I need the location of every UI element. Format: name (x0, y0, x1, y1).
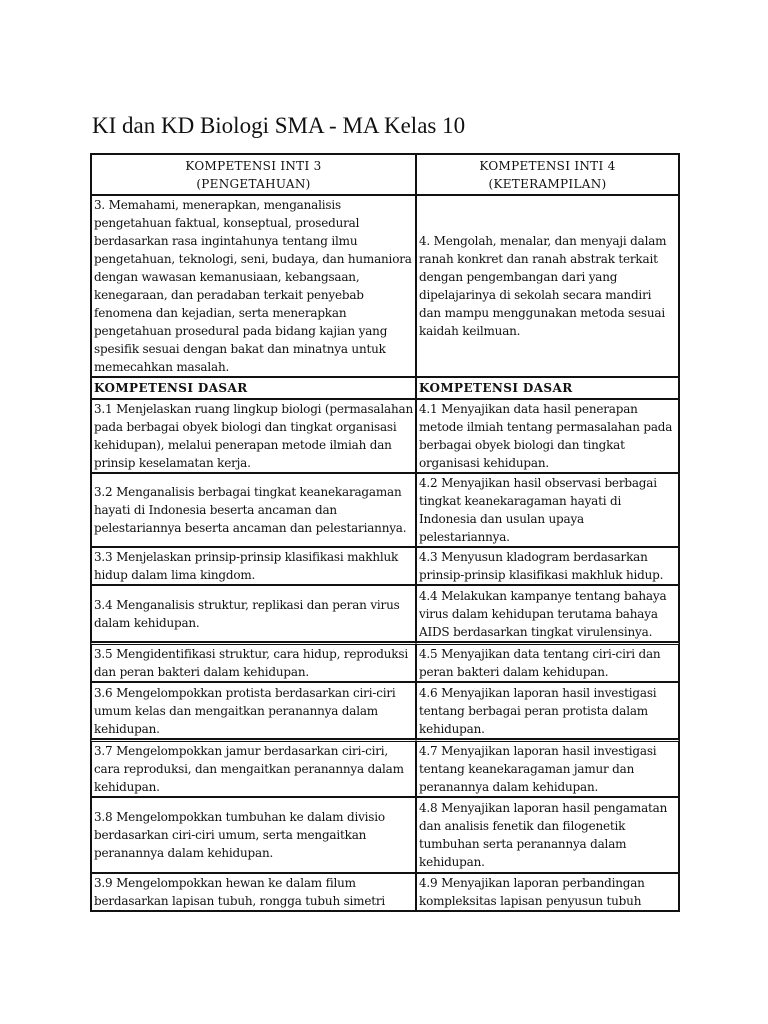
ki4-header-line1: KOMPETENSI INTI 4 (479, 158, 616, 173)
ki4-header (416, 154, 679, 195)
kd4-header: KOMPETENSI DASAR (416, 377, 679, 399)
ki3-text: 3. Memahami, menerapkan, menganalisis pengetahuan faktual, konseptual, prosedural berdasarkan rasa ingintahunya tentang ilmu pengetahuan, teknologi, seni, budaya, dan humaniora dengan wawasan kemanusiaan, kebangsaan, kenegaraan, dan peradaban terkait penyebab fenomena dan kejadian, serta menerapkan pengetahuan prosedural pada bidang kajian yang spesifik sesuai dengan bakat dan minatnya untuk memecahkan masalah. (91, 195, 416, 377)
kd-row (91, 682, 679, 739)
kd-row (91, 473, 679, 547)
kd4-cell: 4.5 Menyajikan data tentang ciri-ciri dan peran bakteri dalam kehidupan. (416, 642, 679, 682)
ki3-header (91, 154, 416, 195)
ki-text-row (91, 195, 679, 377)
kd4-cell: 4.3 Menyusun kladogram berdasarkan prinsip-prinsip klasifikasi makhluk hidup. (416, 547, 679, 585)
kd3-cell: 3.8 Mengelompokkan tumbuhan ke dalam divisio berdasarkan ciri-ciri umum, serta mengaitkan peranannya dalam kehidupan. (91, 797, 416, 873)
kd4-cell: 4.1 Menyajikan data hasil penerapan metode ilmiah tentang permasalahan pada berbagai obyek biologi dan tingkat organisasi kehidupan. (416, 399, 679, 473)
kd3-cell: 3.4 Menganalisis struktur, replikasi dan peran virus dalam kehidupan. (91, 585, 416, 642)
kd4-cell: 4.7 Menyajikan laporan hasil investigasi tentang keanekaragaman jamur dan peranannya dalam kehidupan. (416, 739, 679, 797)
kd4-cell: 4.9 Menyajikan laporan perbandingan kompleksitas lapisan penyusun tubuh (416, 873, 679, 911)
kd4-cell: 4.2 Menyajikan hasil observasi berbagai tingkat keanekaragaman hayati di Indonesia dan usulan upaya pelestariannya. (416, 473, 679, 547)
kd3-cell: 3.2 Menganalisis berbagai tingkat keanekaragaman hayati di Indonesia beserta ancaman dan pelestariannya beserta ancaman dan pelestariannya. (91, 473, 416, 547)
kd4-cell: 4.4 Melakukan kampanye tentang bahaya virus dalam kehidupan terutama bahaya AIDS berdasarkan tingkat virulensinya. (416, 585, 679, 642)
kd-header-row (91, 377, 679, 399)
ki3-header-line1: KOMPETENSI INTI 3 (185, 158, 322, 173)
kd3-cell: 3.1 Menjelaskan ruang lingkup biologi (permasalahan pada berbagai obyek biologi dan tingkat organisasi kehidupan), melalui penerapan metode ilmiah dan prinsip keselamatan kerja. (91, 399, 416, 473)
kd4-cell: 4.6 Menyajikan laporan hasil investigasi tentang berbagai peran protista dalam kehidupan. (416, 682, 679, 739)
competency-table (90, 153, 680, 912)
ki-header-row (91, 154, 679, 195)
kd3-cell: 3.9 Mengelompokkan hewan ke dalam filum berdasarkan lapisan tubuh, rongga tubuh simetri (91, 873, 416, 911)
ki3-header-line2: (PENGETAHUAN) (196, 176, 311, 191)
kd-row (91, 739, 679, 797)
ki4-text: 4. Mengolah, menalar, dan menyaji dalam ranah konkret dan ranah abstrak terkait dengan pengembangan dari yang dipelajarinya di sekolah secara mandiri dan mampu menggunakan metoda sesuai kaidah keilmuan. (416, 195, 679, 377)
kd3-cell: 3.6 Mengelompokkan protista berdasarkan ciri-ciri umum kelas dan mengaitkan peranannya dalam kehidupan. (91, 682, 416, 739)
kd4-cell: 4.8 Menyajikan laporan hasil pengamatan dan analisis fenetik dan filogenetik tumbuhan serta peranannya dalam kehidupan. (416, 797, 679, 873)
kd3-cell: 3.7 Mengelompokkan jamur berdasarkan ciri-ciri, cara reproduksi, dan mengaitkan peranannya dalam kehidupan. (91, 739, 416, 797)
ki4-header-line2: (KETERAMPILAN) (488, 176, 607, 191)
kd-row (91, 642, 679, 682)
kd-row (91, 585, 679, 642)
kd3-cell: 3.5 Mengidentifikasi struktur, cara hidup, reproduksi dan peran bakteri dalam kehidupan. (91, 642, 416, 682)
kd-row (91, 547, 679, 585)
kd3-cell: 3.3 Menjelaskan prinsip-prinsip klasifikasi makhluk hidup dalam lima kingdom. (91, 547, 416, 585)
kd-row (91, 797, 679, 873)
document-title: KI dan KD Biologi SMA - MA Kelas 10 (92, 113, 466, 138)
kd-row (91, 399, 679, 473)
kd-row (91, 873, 679, 911)
kd3-header: KOMPETENSI DASAR (91, 377, 416, 399)
